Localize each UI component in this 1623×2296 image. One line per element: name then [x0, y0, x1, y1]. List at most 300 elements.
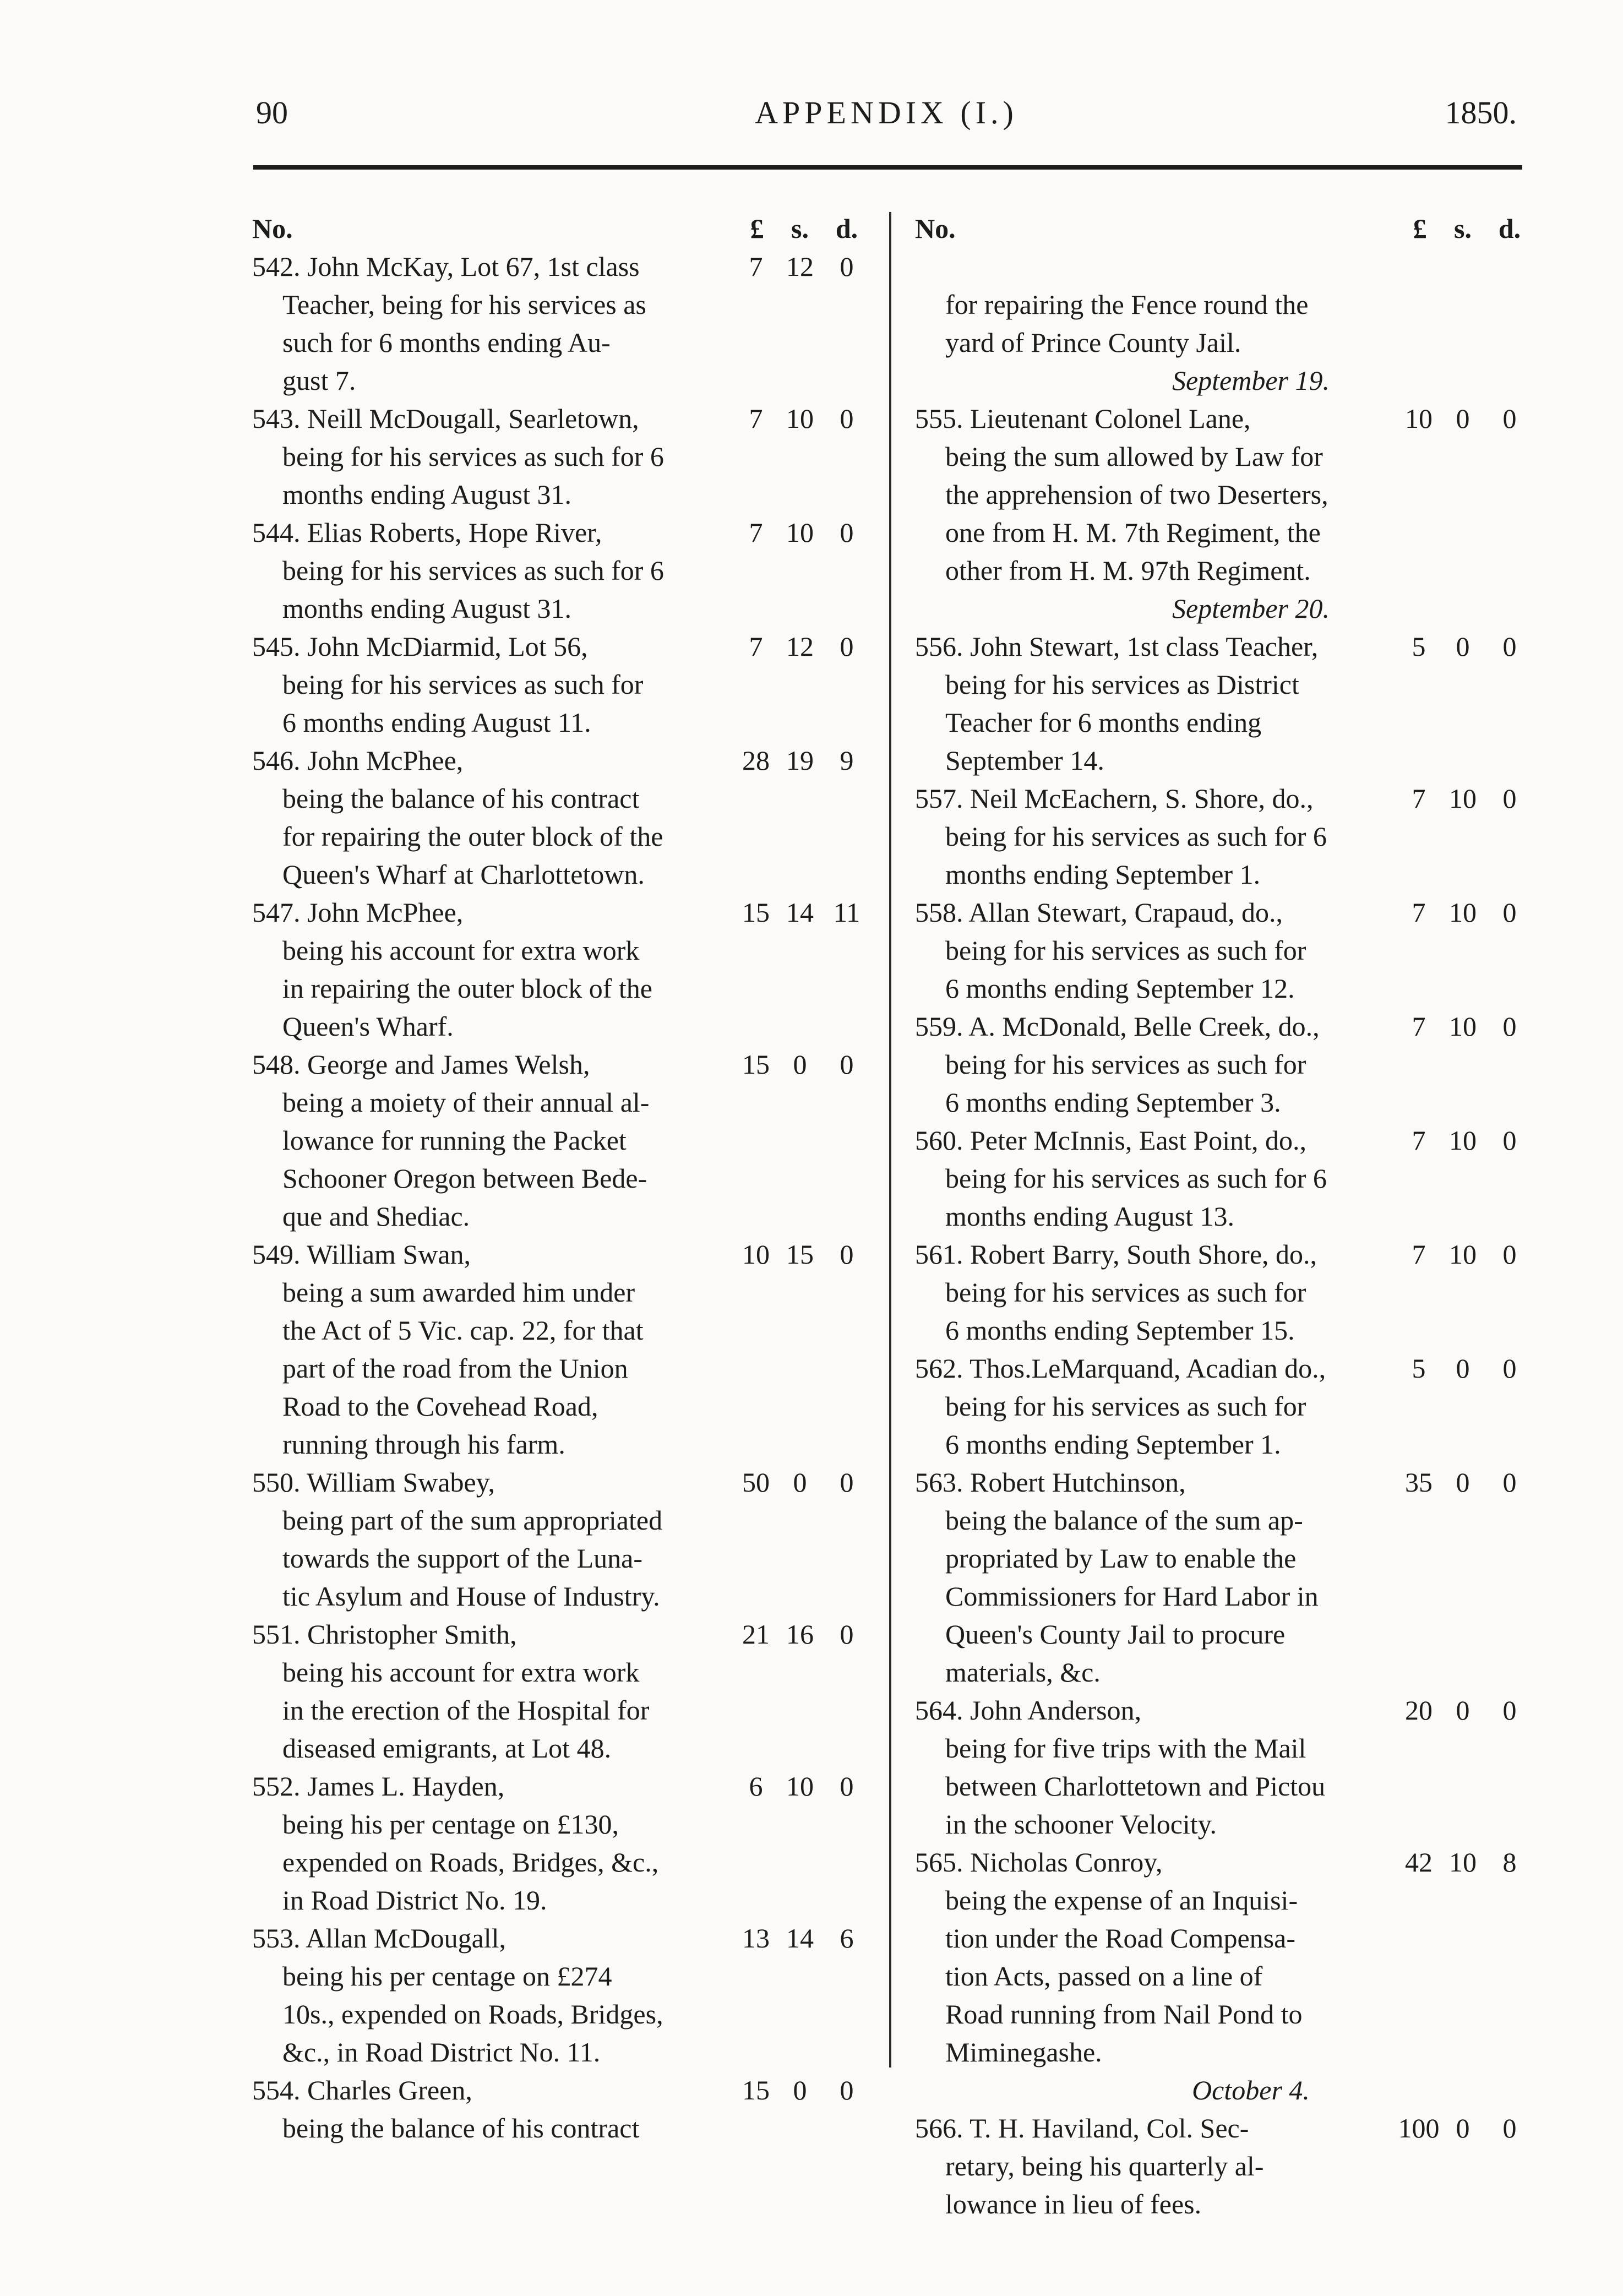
amount-pence: 0 — [1502, 783, 1517, 814]
entry-line — [915, 2147, 1532, 2185]
ledger-entry — [252, 1767, 869, 1919]
entry-line — [915, 970, 1532, 1008]
ledger-entry — [252, 1615, 869, 1767]
amount-pounds: 10 — [1405, 403, 1433, 434]
entry-description: tion Acts, passed on a line of — [945, 1961, 1263, 1992]
entry-description: such for 6 months ending Au- — [282, 327, 611, 358]
amount-shillings: 10 — [786, 1771, 814, 1802]
entry-heading: 557. Neil McEachern, S. Shore, do., — [915, 783, 1314, 814]
entry-line — [252, 438, 869, 476]
entry-line — [915, 932, 1532, 970]
entry-line — [252, 1957, 869, 1995]
header-rule — [253, 165, 1522, 170]
amount-pence: 0 — [1502, 631, 1517, 662]
amount-pounds: 6 — [749, 1771, 763, 1802]
entry-description: September 14. — [945, 745, 1104, 776]
amount-shillings: 10 — [1449, 1847, 1477, 1878]
entry-line — [252, 2071, 869, 2109]
amount-shillings: 10 — [1449, 1239, 1477, 1270]
ledger-entry — [915, 248, 1532, 362]
entry-line — [252, 1881, 869, 1919]
right-column-header — [915, 209, 1532, 248]
amount-shillings: 10 — [786, 403, 814, 434]
entry-description: towards the support of the Luna- — [282, 1543, 643, 1574]
amount-pence: 0 — [840, 1619, 854, 1650]
entry-line — [252, 1653, 869, 1691]
entry-line — [252, 1388, 869, 1426]
ledger-entry — [252, 742, 869, 894]
entry-heading: 544. Elias Roberts, Hope River, — [252, 517, 602, 548]
amount-pence: 0 — [840, 631, 854, 662]
entry-line — [252, 1008, 869, 1046]
entry-heading: 565. Nicholas Conroy, — [915, 1847, 1163, 1878]
ledger-entry — [915, 1122, 1532, 1236]
entry-description: lowance in lieu of fees. — [945, 2189, 1202, 2219]
entry-line — [915, 1312, 1532, 1350]
ledger-entry — [915, 1350, 1532, 1463]
entry-description: being the balance of the sum ap- — [945, 1505, 1303, 1536]
entry-heading: 542. John McKay, Lot 67, 1st class — [252, 251, 640, 282]
entry-description: being his account for extra work — [282, 1657, 640, 1688]
entry-description: months ending August 13. — [945, 1201, 1235, 1232]
entry-line — [252, 1122, 869, 1160]
header-pence: d. — [1498, 213, 1521, 244]
header-no: No. — [252, 213, 293, 244]
entry-line — [252, 1615, 869, 1653]
entry-line — [915, 1008, 1532, 1046]
entry-description: yard of Prince County Jail. — [945, 327, 1241, 358]
amount-shillings: 12 — [786, 251, 814, 282]
running-title: APPENDIX (I.) — [755, 95, 1018, 130]
amount-pence: 0 — [840, 517, 854, 548]
entry-description: being for his services as such for — [945, 1049, 1306, 1080]
entry-line — [252, 894, 869, 932]
entry-line — [252, 1274, 869, 1312]
entry-line — [915, 742, 1532, 780]
entry-line — [915, 704, 1532, 742]
entry-description: tic Asylum and House of Industry. — [282, 1581, 660, 1612]
amount-shillings: 0 — [793, 1049, 807, 1080]
entry-heading: 555. Lieutenant Colonel Lane, — [915, 403, 1251, 434]
entry-line — [915, 286, 1532, 324]
amount-pence: 11 — [833, 897, 860, 928]
entry-heading: 545. John McDiarmid, Lot 56, — [252, 631, 588, 662]
amount-pence: 0 — [840, 2075, 854, 2105]
header-pence: d. — [835, 213, 858, 244]
entry-heading: 543. Neill McDougall, Searletown, — [252, 403, 639, 434]
ledger-entry — [252, 1919, 869, 2071]
entry-heading: 550. William Swabey, — [252, 1467, 495, 1498]
entry-description: being for his services as such for — [282, 669, 644, 700]
amount-shillings: 10 — [786, 517, 814, 548]
ledger-entry — [915, 2109, 1532, 2223]
amount-pence: 0 — [840, 251, 854, 282]
amount-pence: 0 — [840, 1467, 854, 1498]
header-shillings: s. — [791, 213, 809, 244]
entry-description: 6 months ending September 12. — [945, 973, 1295, 1004]
entry-description: the Act of 5 Vic. cap. 22, for that — [282, 1315, 644, 1346]
entry-description: being for five trips with the Mail — [945, 1733, 1306, 1764]
entry-description: being for his services as such for 6 — [282, 555, 664, 586]
entry-description: running through his farm. — [282, 1429, 565, 1460]
entry-line — [252, 780, 869, 818]
entry-line — [915, 1919, 1532, 1957]
entry-line — [252, 2033, 869, 2071]
amount-shillings: 10 — [1449, 783, 1477, 814]
amount-pence: 0 — [1502, 1125, 1517, 1156]
entry-description: que and Shediac. — [282, 1201, 470, 1232]
ledger-entry — [915, 628, 1532, 780]
entry-line — [915, 1691, 1532, 1729]
entry-description: being the balance of his contract — [282, 783, 640, 814]
entry-line — [252, 1084, 869, 1122]
amount-pounds: 7 — [1412, 783, 1426, 814]
entry-line — [915, 400, 1532, 438]
entry-line — [252, 2109, 869, 2147]
entry-description: Queen's County Jail to procure — [945, 1619, 1286, 1650]
amount-pounds: 35 — [1405, 1467, 1433, 1498]
entry-description: Queen's Wharf at Charlottetown. — [282, 859, 645, 890]
entry-line — [252, 1198, 869, 1236]
entry-description: retary, being his quarterly al- — [945, 2151, 1264, 2181]
entry-description: Miminegashe. — [945, 2037, 1102, 2068]
entry-description: being his per centage on £130, — [282, 1809, 619, 1840]
entry-description: Schooner Oregon between Bede- — [282, 1163, 647, 1194]
ledger-entry — [915, 1463, 1532, 1691]
ledger-entry — [252, 1046, 869, 1236]
entry-description: being for his services as such for 6 — [282, 441, 664, 472]
entry-description: for repairing the outer block of the — [282, 821, 663, 852]
entry-description: 6 months ending September 3. — [945, 1087, 1281, 1118]
entry-description: 10s., expended on Roads, Bridges, — [282, 1999, 663, 2030]
entry-line — [252, 514, 869, 552]
entry-description: the apprehension of two Deserters, — [945, 479, 1328, 510]
entry-description: being a sum awarded him under — [282, 1277, 635, 1308]
entry-line — [915, 248, 1532, 286]
entry-description: being a moiety of their annual al- — [282, 1087, 650, 1118]
entry-line — [252, 1312, 869, 1350]
amount-shillings: 0 — [793, 2075, 807, 2105]
entry-heading: 560. Peter McInnis, East Point, do., — [915, 1125, 1307, 1156]
ledger-entry — [252, 1236, 869, 1463]
amount-pounds: 15 — [742, 1049, 770, 1080]
entry-line — [252, 742, 869, 780]
entry-description: expended on Roads, Bridges, &c., — [282, 1847, 659, 1878]
ledger-entry — [915, 894, 1532, 1008]
entry-line — [915, 1995, 1532, 2033]
amount-pence: 0 — [840, 403, 854, 434]
entry-description: lowance for running the Packet — [282, 1125, 627, 1156]
entry-line — [252, 1919, 869, 1957]
entry-description: between Charlottetown and Pictou — [945, 1771, 1326, 1802]
entry-line — [915, 1160, 1532, 1198]
amount-shillings: 10 — [1449, 1125, 1477, 1156]
entry-line — [252, 590, 869, 628]
amount-shillings: 12 — [786, 631, 814, 662]
page-number: 90 — [256, 95, 288, 130]
entry-line — [915, 1122, 1532, 1160]
entry-line — [252, 932, 869, 970]
amount-pounds: 7 — [749, 631, 763, 662]
entry-line — [252, 1995, 869, 2033]
amount-shillings: 16 — [786, 1619, 814, 1650]
entry-description: part of the road from the Union — [282, 1353, 628, 1384]
entry-description: months ending August 31. — [282, 479, 572, 510]
entry-line — [252, 666, 869, 704]
entry-line — [915, 2109, 1532, 2147]
ledger-entry — [252, 2071, 869, 2147]
amount-shillings: 0 — [1456, 403, 1470, 434]
entry-description: materials, &c. — [945, 1657, 1101, 1688]
entry-line — [252, 286, 869, 324]
entry-line — [915, 1805, 1532, 1843]
amount-pounds: 7 — [749, 517, 763, 548]
entry-line — [252, 628, 869, 666]
column-divider — [889, 212, 891, 2068]
entry-line — [252, 818, 869, 856]
entry-line — [915, 1084, 1532, 1122]
amount-pounds: 5 — [1412, 1353, 1426, 1384]
amount-pounds: 42 — [1405, 1847, 1433, 1878]
amount-shillings: 14 — [786, 1923, 814, 1954]
ledger-entry — [915, 1691, 1532, 1843]
left-column — [252, 209, 869, 2147]
entry-description: being for his services as District — [945, 669, 1299, 700]
entry-line — [915, 1426, 1532, 1463]
entry-line — [915, 1729, 1532, 1767]
entry-description: Road to the Covehead Road, — [282, 1391, 598, 1422]
entry-line — [915, 1501, 1532, 1539]
amount-pounds: 7 — [1412, 1239, 1426, 1270]
ledger-entry — [915, 1008, 1532, 1122]
entry-description: being the sum allowed by Law for — [945, 441, 1323, 472]
entry-heading: 561. Robert Barry, South Shore, do., — [915, 1239, 1317, 1270]
entry-line — [252, 324, 869, 362]
entry-heading: 554. Charles Green, — [252, 2075, 472, 2105]
entry-description: being for his services as such for 6 — [945, 821, 1327, 852]
entry-description: in Road District No. 19. — [282, 1885, 547, 1916]
amount-pounds: 100 — [1398, 2113, 1440, 2143]
entry-line — [915, 1274, 1532, 1312]
entry-line — [252, 1691, 869, 1729]
amount-pounds: 7 — [1412, 1125, 1426, 1156]
entry-description: being for his services as such for — [945, 1277, 1306, 1308]
amount-pounds: 20 — [1405, 1695, 1433, 1726]
entry-line — [252, 362, 869, 400]
ledger-entry — [252, 628, 869, 742]
amount-pence: 0 — [840, 1771, 854, 1802]
amount-shillings: 15 — [786, 1239, 814, 1270]
entry-description: 6 months ending September 1. — [945, 1429, 1281, 1460]
entry-heading: 564. John Anderson, — [915, 1695, 1142, 1726]
entry-heading: 547. John McPhee, — [252, 897, 464, 928]
entry-heading: 556. John Stewart, 1st class Teacher, — [915, 631, 1319, 662]
entry-description: other from H. M. 97th Regiment. — [945, 555, 1311, 586]
amount-pence: 0 — [840, 1049, 854, 1080]
entry-line — [252, 248, 869, 286]
amount-pence: 0 — [1502, 1239, 1517, 1270]
entry-heading: 566. T. H. Haviland, Col. Sec- — [915, 2113, 1249, 2143]
amount-pounds: 5 — [1412, 631, 1426, 662]
entry-description: being his per centage on £274 — [282, 1961, 612, 1992]
amount-pence: 0 — [1502, 403, 1517, 434]
entry-description: in repairing the outer block of the — [282, 973, 652, 1004]
ledger-entry — [915, 780, 1532, 894]
page-header — [256, 91, 1517, 135]
entry-description: months ending August 31. — [282, 593, 572, 624]
entry-line — [252, 1767, 869, 1805]
right-entries — [915, 248, 1532, 2223]
entry-line — [252, 400, 869, 438]
entry-description: gust 7. — [282, 365, 356, 396]
entry-line — [915, 1653, 1532, 1691]
entry-description: diseased emigrants, at Lot 48. — [282, 1733, 612, 1764]
entry-description: being for his services as such for — [945, 935, 1306, 966]
amount-shillings: 14 — [786, 897, 814, 928]
entry-heading: 548. George and James Welsh, — [252, 1049, 590, 1080]
entry-description: months ending September 1. — [945, 859, 1261, 890]
amount-shillings: 0 — [1456, 1695, 1470, 1726]
ledger-entry — [252, 248, 869, 400]
entry-description: 6 months ending August 11. — [282, 707, 591, 738]
page-year: 1850. — [1445, 95, 1517, 130]
entry-line — [915, 1615, 1532, 1653]
entry-description: in the erection of the Hospital for — [282, 1695, 650, 1726]
entry-heading: 549. William Swan, — [252, 1239, 471, 1270]
entry-line — [252, 1236, 869, 1274]
entry-line — [915, 1539, 1532, 1577]
left-column-header — [252, 209, 869, 248]
entry-line — [252, 552, 869, 590]
entry-heading: 553. Allan McDougall, — [252, 1923, 506, 1954]
entry-line — [915, 514, 1532, 552]
entry-heading: 562. Thos.LeMarquand, Acadian do., — [915, 1353, 1326, 1384]
entry-heading: 559. A. McDonald, Belle Creek, do., — [915, 1011, 1320, 1042]
entry-line — [252, 1729, 869, 1767]
entry-description: in the schooner Velocity. — [945, 1809, 1217, 1840]
entry-line — [915, 628, 1532, 666]
entry-line — [252, 970, 869, 1008]
entry-line — [915, 1957, 1532, 1995]
amount-shillings: 0 — [1456, 2113, 1470, 2143]
ledger-entry — [915, 1843, 1532, 2071]
entry-line — [252, 1160, 869, 1198]
ledger-entry — [252, 894, 869, 1046]
amount-shillings: 10 — [1449, 1011, 1477, 1042]
entry-description: being for his services as such for 6 — [945, 1163, 1327, 1194]
amount-pence: 0 — [1502, 897, 1517, 928]
entry-line — [915, 1577, 1532, 1615]
entry-description: Queen's Wharf. — [282, 1011, 454, 1042]
entry-line — [252, 1426, 869, 1463]
entry-description: propriated by Law to enable the — [945, 1543, 1297, 1574]
entry-description: being the balance of his contract — [282, 2113, 640, 2143]
entry-line — [915, 780, 1532, 818]
ledger-entry — [252, 514, 869, 628]
header-pounds: £ — [1413, 213, 1427, 244]
amount-shillings: 0 — [1456, 1353, 1470, 1384]
entry-description: being for his services as such for — [945, 1391, 1306, 1422]
date-heading: September 20. — [1172, 593, 1330, 624]
header-shillings: s. — [1454, 213, 1472, 244]
amount-pounds: 15 — [742, 2075, 770, 2105]
entry-line — [915, 1236, 1532, 1274]
ledger-entry — [915, 1236, 1532, 1350]
amount-pounds: 21 — [742, 1619, 770, 1650]
entry-line — [252, 1046, 869, 1084]
amount-pence: 0 — [1502, 1467, 1517, 1498]
amount-pence: 0 — [1502, 1353, 1517, 1384]
amount-pounds: 13 — [742, 1923, 770, 1954]
amount-pence: 8 — [1502, 1847, 1517, 1878]
amount-pounds: 15 — [742, 897, 770, 928]
amount-pence: 0 — [1502, 2113, 1517, 2143]
entry-line — [915, 1388, 1532, 1426]
amount-pence: 0 — [1502, 1011, 1517, 1042]
entry-description: one from H. M. 7th Regiment, the — [945, 517, 1321, 548]
entry-line — [252, 1843, 869, 1881]
entry-heading: 552. James L. Hayden, — [252, 1771, 505, 1802]
amount-pounds: 7 — [1412, 1011, 1426, 1042]
entry-description: Commissioners for Hard Labor in — [945, 1581, 1319, 1612]
entry-line — [915, 324, 1532, 362]
entry-description: being his account for extra work — [282, 935, 640, 966]
entry-line — [915, 666, 1532, 704]
entry-description: tion under the Road Compensa- — [945, 1923, 1295, 1954]
entry-line — [252, 1501, 869, 1539]
entry-line — [252, 1539, 869, 1577]
amount-pounds: 7 — [1412, 897, 1426, 928]
entry-line — [915, 1463, 1532, 1501]
entry-description: Teacher for 6 months ending — [945, 707, 1262, 738]
amount-pounds: 7 — [749, 251, 763, 282]
entry-heading: 563. Robert Hutchinson, — [915, 1467, 1186, 1498]
amount-pence: 6 — [840, 1923, 854, 1954]
amount-pence: 9 — [840, 745, 854, 776]
entry-line — [915, 476, 1532, 514]
entry-line — [915, 2033, 1532, 2071]
entry-line — [252, 1805, 869, 1843]
entry-line — [252, 704, 869, 742]
entry-heading: 558. Allan Stewart, Crapaud, do., — [915, 897, 1283, 928]
amount-pounds: 10 — [742, 1239, 770, 1270]
entry-description: Road running from Nail Pond to — [945, 1999, 1303, 2030]
entry-line — [252, 476, 869, 514]
left-entries — [252, 248, 869, 2147]
entry-heading: 546. John McPhee, — [252, 745, 464, 776]
ledger-entry — [252, 1463, 869, 1615]
entry-line — [252, 1463, 869, 1501]
amount-shillings: 19 — [786, 745, 814, 776]
entry-description: &c., in Road District No. 11. — [282, 2037, 601, 2068]
entry-heading: 551. Christopher Smith, — [252, 1619, 517, 1650]
ledger-entry — [252, 400, 869, 514]
entry-line — [915, 818, 1532, 856]
header-no: No. — [915, 213, 956, 244]
entry-description: Teacher, being for his services as — [282, 289, 646, 320]
entry-line — [915, 894, 1532, 932]
entry-line — [915, 1350, 1532, 1388]
entry-line — [252, 856, 869, 894]
entry-description: for repairing the Fence round the — [945, 289, 1309, 320]
entry-description: being the expense of an Inquisi- — [945, 1885, 1298, 1916]
ledger-entry — [915, 400, 1532, 590]
amount-pounds: 7 — [749, 403, 763, 434]
entry-line — [252, 1577, 869, 1615]
entry-line — [915, 1198, 1532, 1236]
amount-shillings: 0 — [793, 1467, 807, 1498]
entry-line — [915, 438, 1532, 476]
